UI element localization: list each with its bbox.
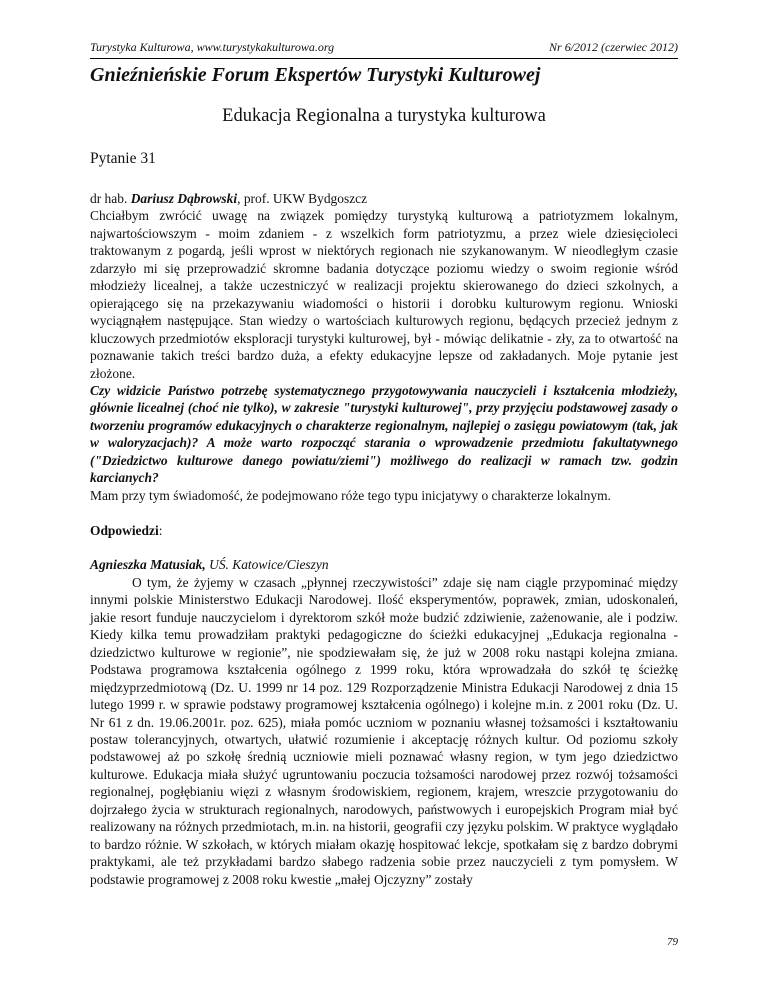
- question-intro: Chciałbym zwrócić uwagę na związek pomiędzy turystyką kulturową a patriotyzmem lokalnym, najwartościowszym - moim zdaniem - z wszelkich form patriotyzmu, a przez wiele dziesięcioleci traktowanym z pogardą, jeśli wprost w niektórych regionach nie szykanowanym. W nieodległym czasie zdarzyło mi się przeprowadzić skromne badania dotyczące poziomu wiedzy o swoim regionie wśród młodzieży licealnej, a także uczestniczyć w realizacji projektu skierowanego do dzieci szkolnych, a opierającego się na przekazywaniu wiadomości o historii i dorobku kulturowym regionu. Wnioski wyciągnąłem następujące. Stan wiedzy o wartościach kulturowych regionu, będących przecież jednym z kluczowych przedmiotów eksploracji turystyki kulturowej, był - mówiąc delikatnie - zły, za to otwartość na poznawanie takich treści bardzo duża, a efekty edukacyjne lepsze od zakładanych. Moje pytanie jest złożone.: [90, 208, 678, 381]
- answer-text: O tym, że żyjemy w czasach „płynnej rzeczywistości” zdaje się nam ciągle przypominać między innymi polskie Ministerstwo Edukacji Narodowej. Ilość eksperymentów, poprawek, zmian, udoskonaleń, jakie resort funduje nauczycielom i dyrektorom szkół może budzić zdziwienie, zażenowanie, ale i podziw. Kiedy kilka temu prowadziłam praktyki pedagogiczne do ścieżki edukacyjnej „Edukacja regionalna - dziedzictwo kulturowe w regionie”, nie spodziewałam się, że już w 2008 roku nastąpi kolejna zmiana. Podstawa programowa kształcenia ogólnego z 1999 roku, która wprowadzała do szkół tę ścieżkę międzyprzedmiotową (Dz. U. 1999 nr 14 poz. 129 Rozporządzenie Ministra Edukacji Narodowej z dnia 15 lutego 1999 r. w sprawie podstawy programowej kształcenia ogólnego) i kolejne m.in. z 2001 roku (Dz. U. Nr 61 z dn. 19.06.2001r. poz. 625), miała pomóc uczniom w poznaniu własnej tożsamości i kształtowaniu postaw tolerancyjnych, otwartych, ułatwić rozumienie i akceptację różnych kultur. Od poziomu szkoły podstawowej aż po szkołę średnią uczniowie mieli poznawać własny region, w tym jego dziedzictwo kulturowe. Edukacja miała służyć ugruntowaniu poczucia tożsamości narodowej przez rozwój tożsamości regionalnej, pogłębianiu więzi z własnym środowiskiem, regionem, krajem, wreszcie przygotowaniu do dojrzałego życia w strukturach regionalnych, narodowych, państwowych i europejskich Program miał być realizowany na różnych przedmiotach, m.in. na historii, geografii czy języku polskim. W praktyce wyglądało to bardzo różnie. W szkołach, w których miałam okazję hospitować lekcje, spotkałam się z bardzo dobrymi praktykami, ale też przykładami bardzo słabego radzenia sobie przez nauczycieli z tym pomysłem. W podstawie programowej z 2008 roku kwestie „małej Ojczyzny” zostały: [90, 574, 678, 887]
- question-main: Czy widzicie Państwo potrzebę systematycznego przygotowywania nauczycieli i kształcenia młodzieży, głównie licealnej (choć nie tylko), w zakresie "turystyki kulturowej", przy przyjęciu podstawowej zasady o tworzeniu programów edukacyjnych o charakterze regionalnym, najlepiej o zasięgu powiatowym (tak, jak w waloryzacjach)? A może warto rozpocząć starania o wprowadzenie przedmiotu fakultatywnego ("Dziedzictwo kulturowe danego powiatu/ziemi") możliwego do realizacji w ramach tzw. godzin karcianych?: [90, 382, 678, 486]
- question-number: Pytanie 31: [90, 150, 156, 167]
- running-header: [90, 40, 678, 59]
- answers-heading: [90, 522, 678, 539]
- answers-label: Odpowiedzi: [90, 522, 159, 538]
- journal-name: Turystyka Kulturowa, www.turystykakulturowa.org: [90, 40, 335, 54]
- question-closing: Mam przy tym świadomość, że podejmowano róże tego typu inicjatywy o charakterze lokalnym.: [90, 487, 611, 503]
- issue-info: Nr 6/2012 (czerwiec 2012): [549, 40, 678, 54]
- section-subtitle: Edukacja Regionalna a turystyka kulturowa: [222, 106, 546, 126]
- forum-title: Gnieźnieńskie Forum Ekspertów Turystyki Kulturowej: [90, 64, 541, 86]
- question-author-prefix: dr hab.: [90, 191, 131, 206]
- question-author-name: Dariusz Dąbrowski: [130, 191, 238, 206]
- answer-author-line: [90, 556, 678, 573]
- answer-author-affiliation: UŚ. Katowice/Cieszyn: [205, 557, 329, 573]
- article-body: [90, 190, 678, 888]
- question-author-line: [90, 190, 678, 207]
- answers-colon: :: [158, 522, 163, 538]
- page-number: 79: [667, 936, 678, 948]
- answer-author-name: Agnieszka Matusiak,: [90, 557, 206, 573]
- question-author-affiliation: , prof. UKW Bydgoszcz: [237, 191, 368, 206]
